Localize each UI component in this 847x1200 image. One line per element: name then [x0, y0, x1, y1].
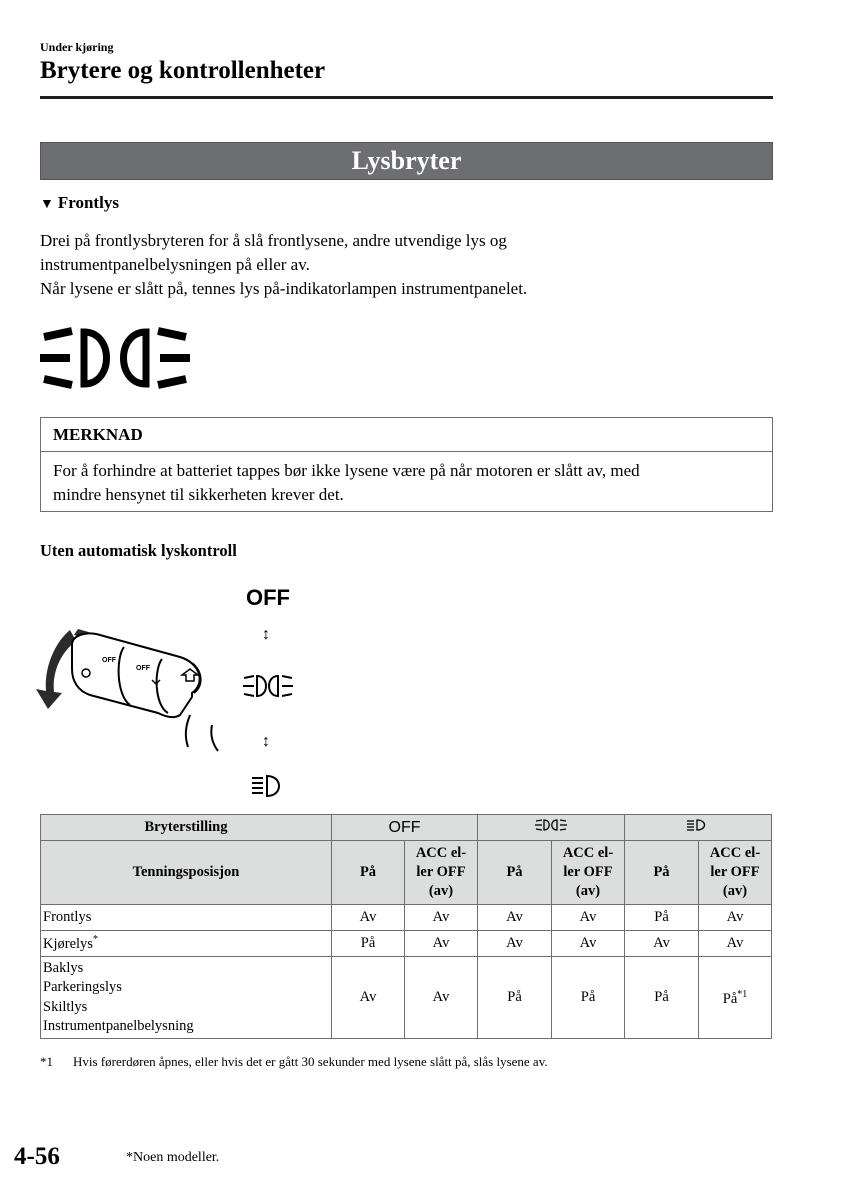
header-high-beam [625, 815, 772, 841]
row-label: Baklys Parkeringslys Skiltlys Instrumentpanelbelysning [41, 957, 332, 1039]
off-position-label: OFF [246, 585, 290, 610]
table-row [41, 931, 772, 957]
note-text [53, 459, 640, 507]
light-switch-stalk-icon [30, 585, 230, 755]
light-switch-table [40, 814, 772, 1039]
note-box [40, 417, 773, 512]
section-label: Under kjøring [40, 40, 114, 54]
subheader-on: På [625, 841, 699, 905]
table-row [41, 957, 772, 1039]
table-cell: Av [332, 957, 405, 1039]
title-rule [40, 96, 773, 99]
subheader-acc-off: ACC el- ler OFF (av) [405, 841, 478, 905]
headlight-on-indicator-icon [40, 323, 192, 393]
header-low-beam [478, 815, 625, 841]
table-cell: Av [699, 905, 772, 931]
manual-control-heading: Uten automatisk lyskontroll [40, 541, 237, 560]
row-label: Kjørelys* [41, 931, 332, 957]
subheader-on: På [332, 841, 405, 905]
table-cell: Av [478, 931, 552, 957]
stalk-off-label-2: OFF [136, 665, 150, 672]
section-banner: Lysbryter [40, 142, 773, 180]
table-cell: Av [699, 931, 772, 957]
table-cell: Av [552, 931, 625, 957]
header-switch-position: Bryterstilling [41, 815, 332, 841]
subsection-heading-text: Frontlys [57, 193, 119, 212]
note-line-1: For å forhindre at batteriet tappes bør ikke lysene være på når motoren er slått av, med [53, 461, 640, 480]
table-cell: $På^{*1}$ [699, 957, 772, 1039]
header-ignition-position: Tenningsposisjon [41, 841, 332, 905]
footnote-mark: *1 [40, 1054, 53, 1069]
table-row [41, 905, 772, 931]
intro-line-2: instrumentpanelbelysningen på eller av. [40, 255, 310, 274]
subheader-on: På [478, 841, 552, 905]
models-note: *Noen modeller. [126, 1150, 220, 1165]
table-cell: På [478, 957, 552, 1039]
intro-line-3: Når lysene er slått på, tennes lys på-indikatorlampen instrumentpanelet. [40, 279, 528, 298]
subheader-acc-off: ACC el- ler OFF (av) [552, 841, 625, 905]
subheader-acc-off: ACC el- ler OFF (av) [699, 841, 772, 905]
table-cell: På [625, 905, 699, 931]
row-label: Frontlys [41, 905, 332, 931]
intro-line-1: Drei på frontlysbryteren for å slå frontlysene, andre utvendige lys og [40, 231, 507, 250]
subsection-heading [40, 193, 119, 213]
table-cell: Av [625, 931, 699, 957]
note-line-2: mindre hensynet til sikkerheten krever det. [53, 485, 344, 504]
table-cell: Av [405, 931, 478, 957]
table-cell: Av [405, 905, 478, 931]
page-number: 4-56 [14, 1143, 60, 1170]
footnote-text: Hvis førerdøren åpnes, eller hvis det er gått 30 sekunder med lysene slått på, slås lysene av. [73, 1054, 548, 1069]
footnote [40, 1054, 548, 1070]
header-off: OFF [332, 815, 478, 841]
high-beam-headlight-icon [250, 773, 288, 799]
triangle-down-icon: ▼ [40, 197, 54, 212]
low-beam-headlight-icon [535, 818, 567, 832]
note-header [41, 418, 772, 452]
page-title: Brytere og kontrollenheter [40, 57, 326, 84]
high-beam-headlight-icon [686, 818, 710, 832]
table-cell: På [552, 957, 625, 1039]
up-down-arrow-icon: ↕ [262, 626, 270, 643]
table-cell: Av [332, 905, 405, 931]
table-cell: Av [478, 905, 552, 931]
note-title: MERKNAD [53, 425, 143, 444]
low-beam-headlight-icon [242, 672, 294, 700]
up-down-arrow-icon: ↕ [262, 733, 270, 750]
table-cell: Av [552, 905, 625, 931]
stalk-off-label-1: OFF [102, 657, 116, 664]
table-cell: På [625, 957, 699, 1039]
table-cell: På [332, 931, 405, 957]
table-cell: Av [405, 957, 478, 1039]
